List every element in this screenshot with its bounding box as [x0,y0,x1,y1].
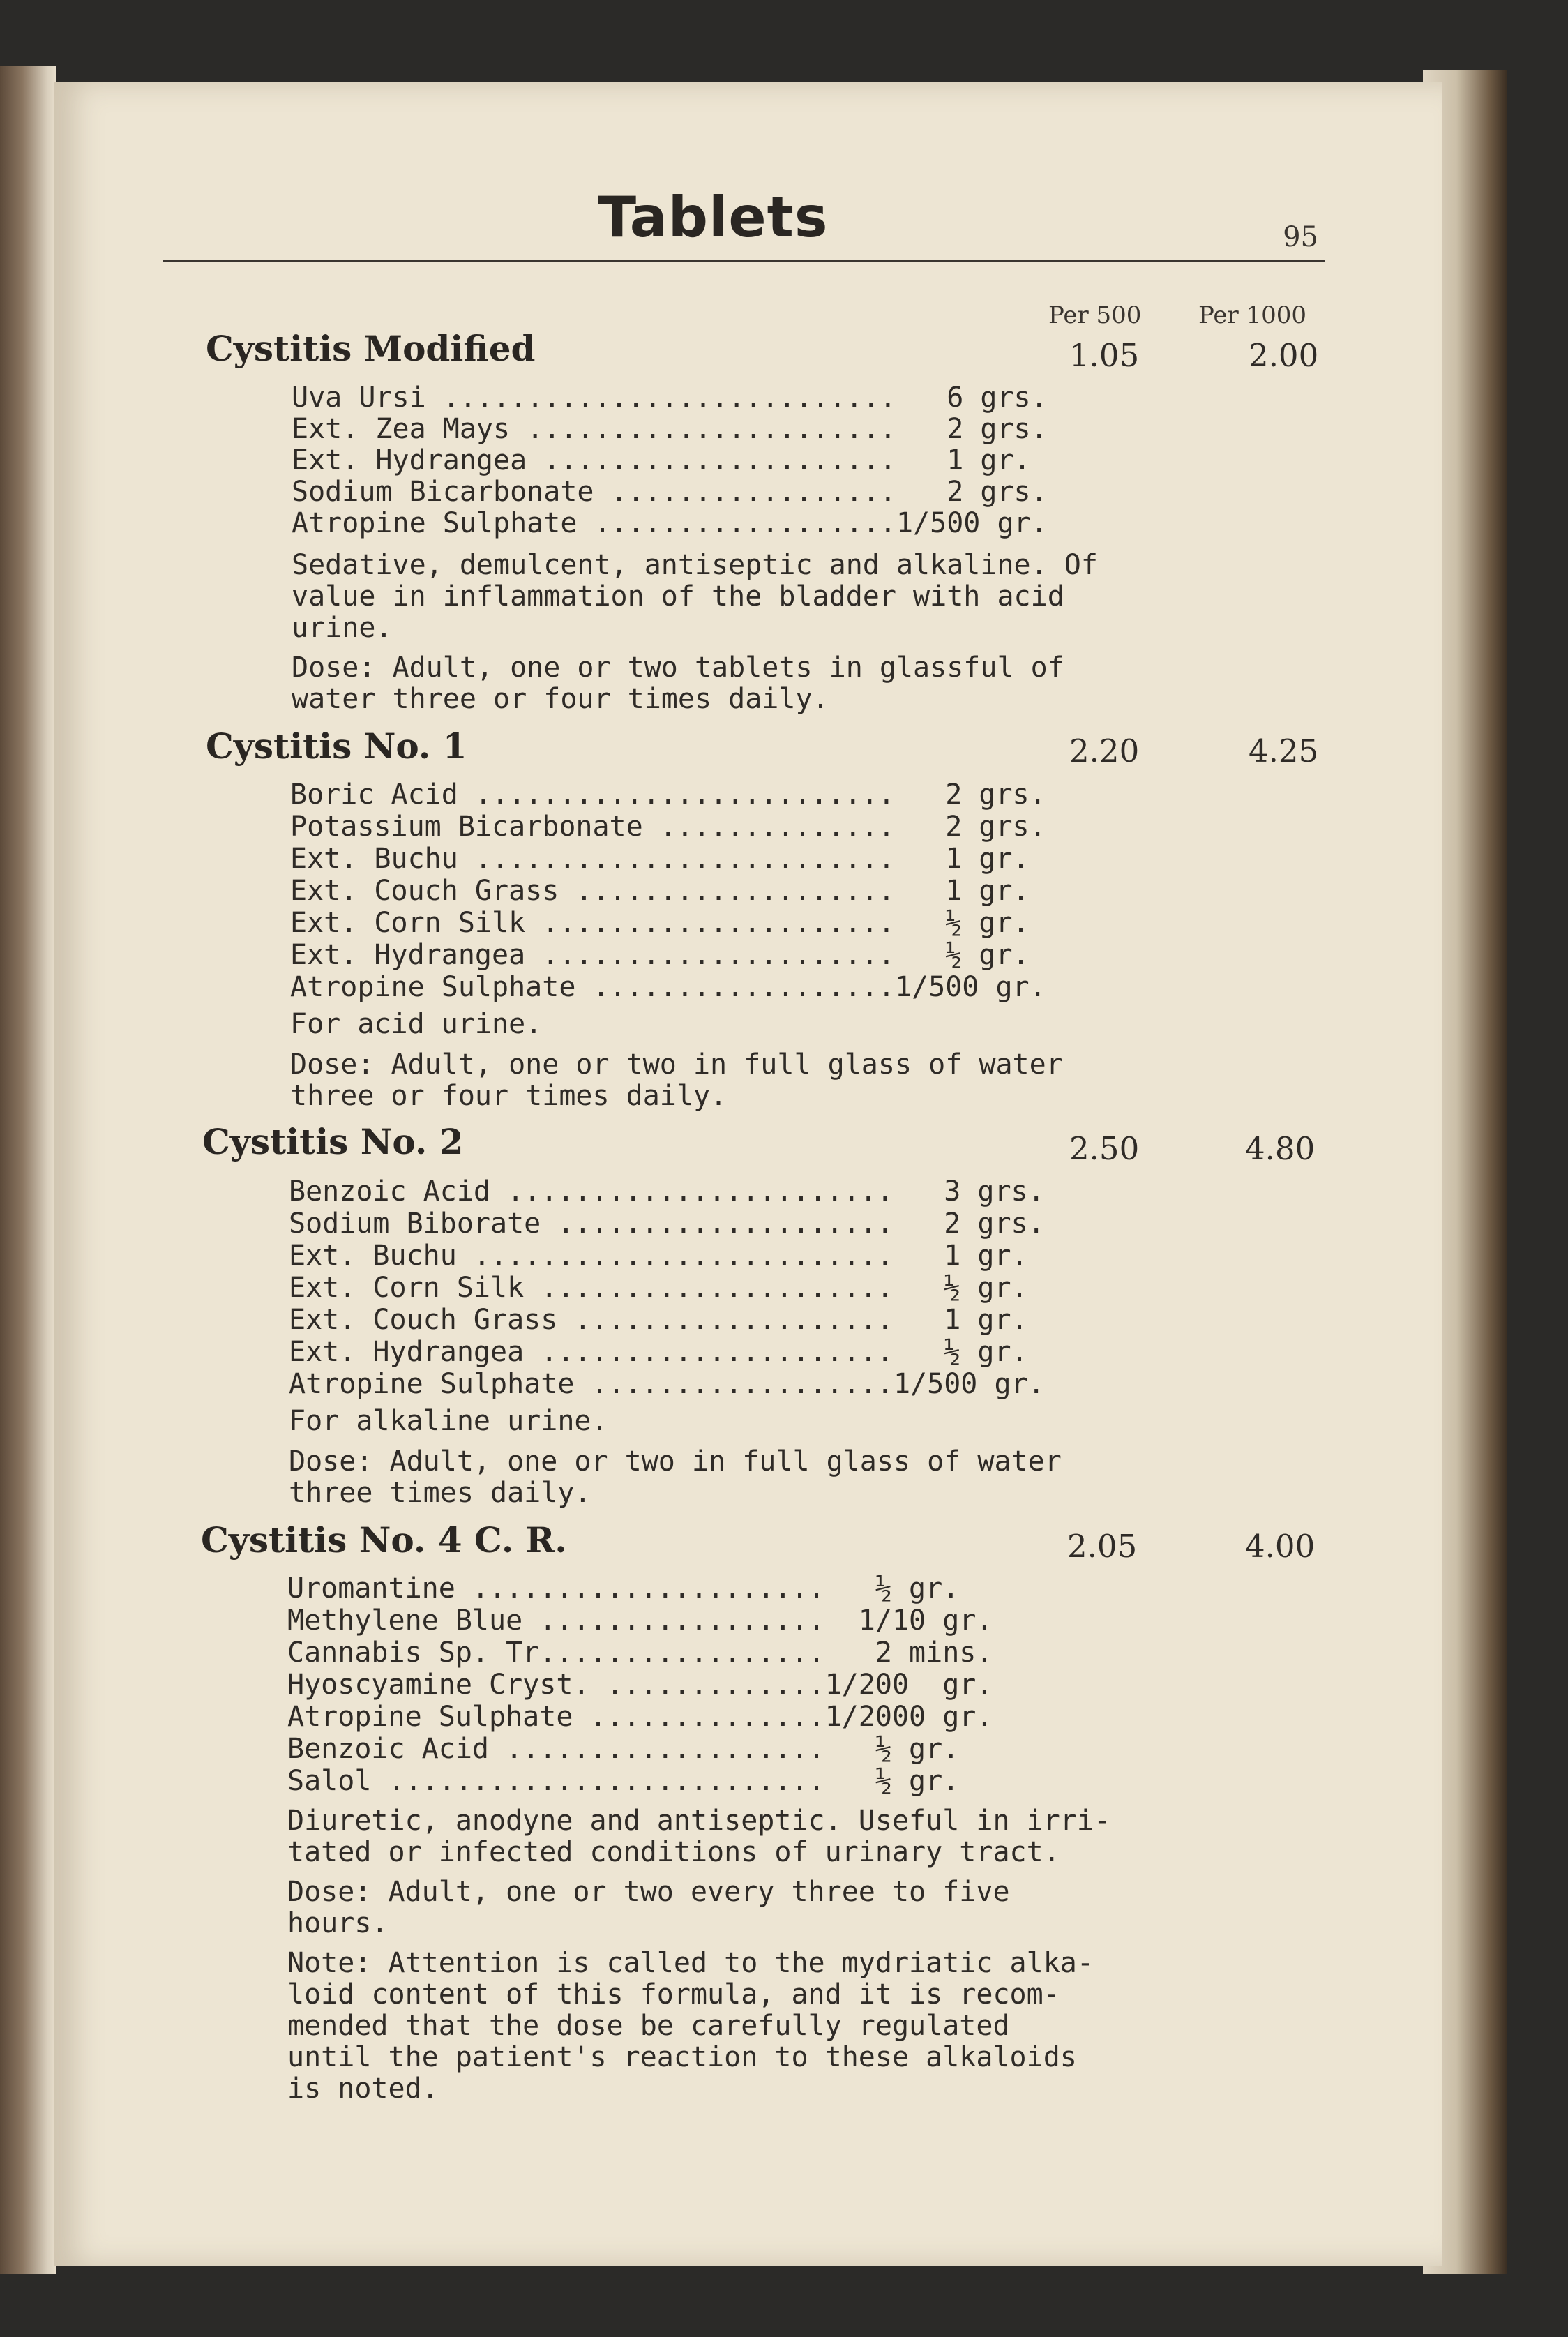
ingredient-line: Atropine Sulphate ..................1/500 gr. [290,971,1046,1003]
ingredient-line: Ext. Zea Mays ...................... 2 grs. [292,413,1048,445]
ingredient-line: Ext. Buchu ......................... 1 gr. [289,1240,1028,1272]
ingredient-line: Salol .......................... ½ gr. [287,1765,960,1797]
page-header [108,101,1318,255]
ingredient-line: Uva Ursi ........................... 6 grs. [292,382,1048,414]
product-name: Cystitis No. 1 [206,726,467,767]
price-per500: 2.05 [1067,1528,1138,1565]
ingredient-line: Atropine Sulphate ..................1/500 gr. [289,1368,1045,1400]
ingredient-line: Atropine Sulphate ..............1/2000 gr. [287,1701,993,1733]
ingredient-line: Potassium Bicarbonate .............. 2 grs. [290,811,1046,843]
ingredient-line: Sodium Bicarbonate ................. 2 grs. [292,476,1048,508]
page-title: Tablets [598,185,829,250]
ingredient-line: Benzoic Acid ................... ½ gr. [287,1733,960,1765]
description: For alkaline urine. [289,1405,608,1437]
price-per1000: 4.25 [1249,732,1319,769]
dose: Dose: Adult, one or two in full glass of water three or four times daily. [290,1049,1063,1112]
ingredient-line: Ext. Hydrangea ..................... 1 gr. [292,444,1031,476]
price-per500: 1.05 [1069,337,1140,374]
product-name: Cystitis No. 4 C. R. [201,1519,567,1561]
ingredient-line: Boric Acid ......................... 2 grs. [290,779,1046,811]
product-name: Cystitis Modified [206,328,536,369]
price-per1000: 2.00 [1249,337,1319,374]
ingredient-line: Methylene Blue ................. 1/10 gr. [287,1605,993,1637]
ingredient-line: Ext. Hydrangea ..................... ½ gr. [289,1336,1028,1368]
note: Note: Attention is called to the mydriatic alka- loid content of this formula, and it is recom- mended that the dose be carefully regulated until the patient's reaction to these alkaloids is noted. [287,1947,1094,2105]
price-per1000: 4.80 [1245,1130,1316,1167]
ingredient-line: Uromantine ..................... ½ gr. [287,1572,960,1605]
description: Diuretic, anodyne and antiseptic. Useful in irri- tated or infected conditions of urinary tract. [287,1805,1111,1868]
book-binding-left [0,66,56,2274]
column-header-per1000: Per 1000 [1198,301,1307,329]
dose: Dose: Adult, one or two tablets in glassful of water three or four times daily. [292,652,1064,715]
price-per500: 2.50 [1069,1130,1140,1167]
product-name: Cystitis No. 2 [202,1121,464,1162]
description: For acid urine. [290,1008,543,1040]
ingredient-line: Benzoic Acid ....................... 3 grs. [289,1175,1045,1208]
price-per500: 2.20 [1069,732,1140,769]
description: Sedative, demulcent, antiseptic and alkaline. Of value in inflammation of the bladder with acid urine. [292,549,1098,644]
ingredient-line: Ext. Corn Silk ..................... ½ gr. [289,1272,1028,1304]
ingredient-line: Atropine Sulphate ..................1/500 gr. [292,507,1048,539]
ingredient-line: Ext. Couch Grass ................... 1 gr. [290,875,1030,907]
ingredient-line: Cannabis Sp. Tr................. 2 mins. [287,1637,993,1669]
dose: Dose: Adult, one or two every three to five hours. [287,1876,1010,1939]
ingredient-line: Ext. Couch Grass ................... 1 gr. [289,1304,1028,1336]
ingredient-line: Ext. Buchu ......................... 1 gr. [290,843,1030,875]
column-header-per500: Per 500 [1048,301,1142,329]
ingredient-line: Ext. Corn Silk ..................... ½ gr. [290,907,1030,939]
ingredient-line: Hyoscyamine Cryst. .............1/200 gr. [287,1669,993,1701]
header-rule [163,260,1325,262]
dose: Dose: Adult, one or two in full glass of water three times daily. [289,1445,1062,1509]
ingredient-line: Sodium Biborate .................... 2 grs. [289,1208,1045,1240]
ingredient-line: Ext. Hydrangea ..................... ½ gr. [290,939,1030,971]
price-per1000: 4.00 [1245,1528,1316,1565]
page-number: 95 [1283,221,1318,253]
